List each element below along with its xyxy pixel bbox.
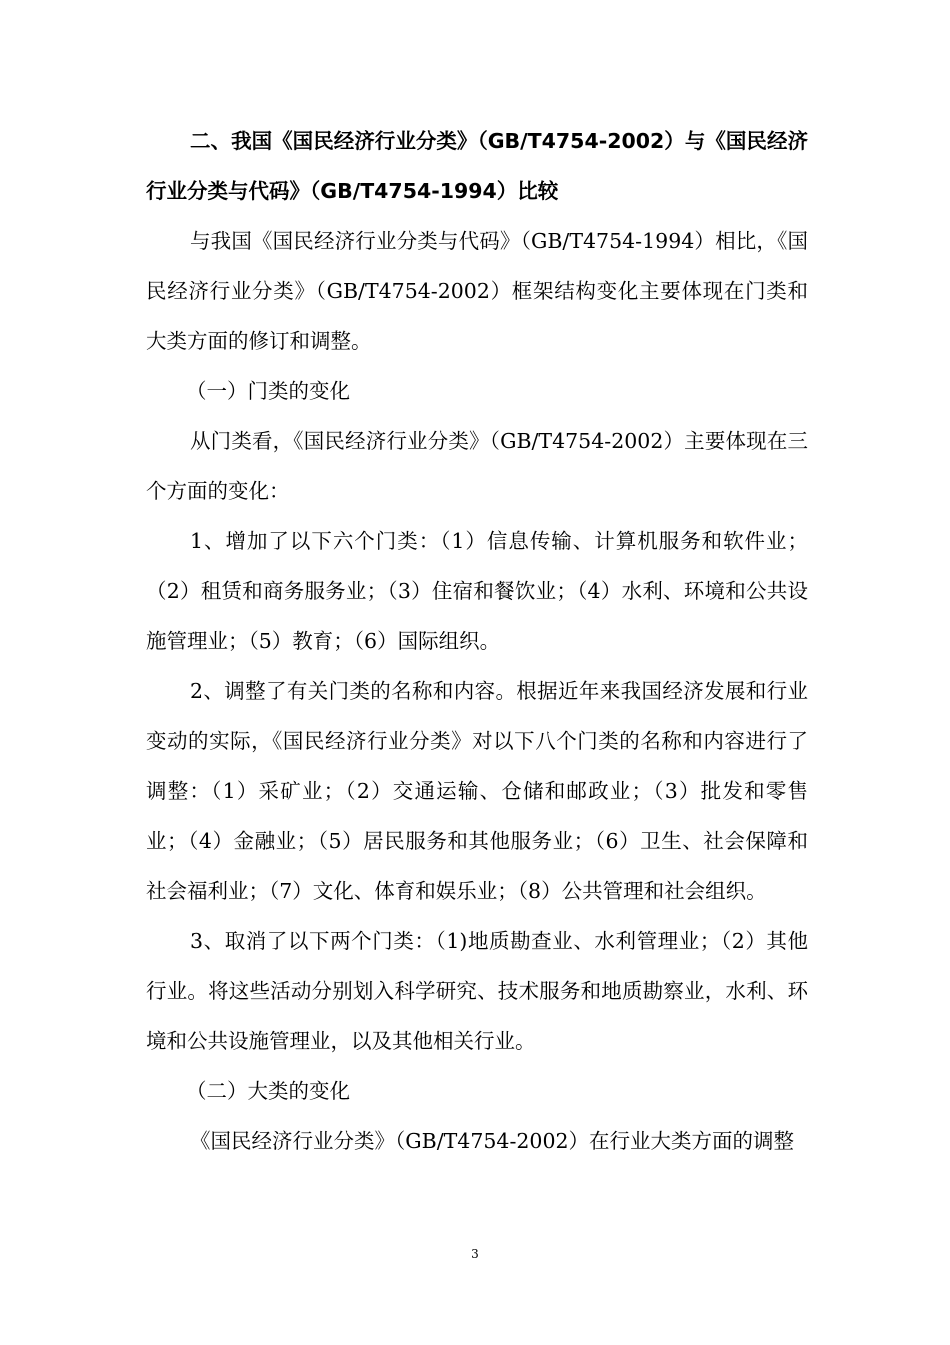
division-changes-paragraph: 《国民经济行业分类》（GB/T4754-2002）在行业大类方面的调整	[190, 1129, 795, 1153]
category-summary-paragraph: 从门类看，《国民经济行业分类》（GB/T4754-2002）主要体现在三个方面的变化：	[146, 429, 808, 503]
page-number: 3	[471, 1247, 479, 1261]
section-title: 二、我国《国民经济行业分类》（GB/T4754-2002）与《国民经济行业分类与代码》（GB/T4754-1994）比较	[146, 129, 808, 203]
subheading-division-changes: （二）大类的变化	[186, 1079, 350, 1103]
document-page	[146, 116, 808, 1166]
added-categories-paragraph: 1、增加了以下六个门类：（1）信息传输、计算机服务和软件业；（2）租赁和商务服务业；（3）住宿和餐饮业；（4）水利、环境和公共设施管理业；（5）教育；（6）国际组织。	[146, 529, 808, 653]
intro-paragraph: 与我国《国民经济行业分类与代码》（GB/T4754-1994）相比，《国民经济行业分类》（GB/T4754-2002）框架结构变化主要体现在门类和大类方面的修订和调整。	[146, 229, 808, 353]
removed-categories-paragraph: 3、取消了以下两个门类：（1)地质勘查业、水利管理业；（2）其他行业。将这些活动分别划入科学研究、技术服务和地质勘察业，水利、环境和公共设施管理业，以及其他相关行业。	[146, 929, 808, 1053]
adjusted-categories-paragraph: 2、调整了有关门类的名称和内容。根据近年来我国经济发展和行业变动的实际，《国民经济行业分类》对以下八个门类的名称和内容进行了调整：（1）采矿业；（2）交通运输、仓储和邮政业；（3）批发和零售业；（4）金融业；（5）居民服务和其他服务业；（6）卫生、社会保障和社会福利业；（7）文化、体育和娱乐业；（8）公共管理和社会组织。	[146, 679, 808, 903]
subheading-category-changes: （一）门类的变化	[186, 379, 350, 403]
